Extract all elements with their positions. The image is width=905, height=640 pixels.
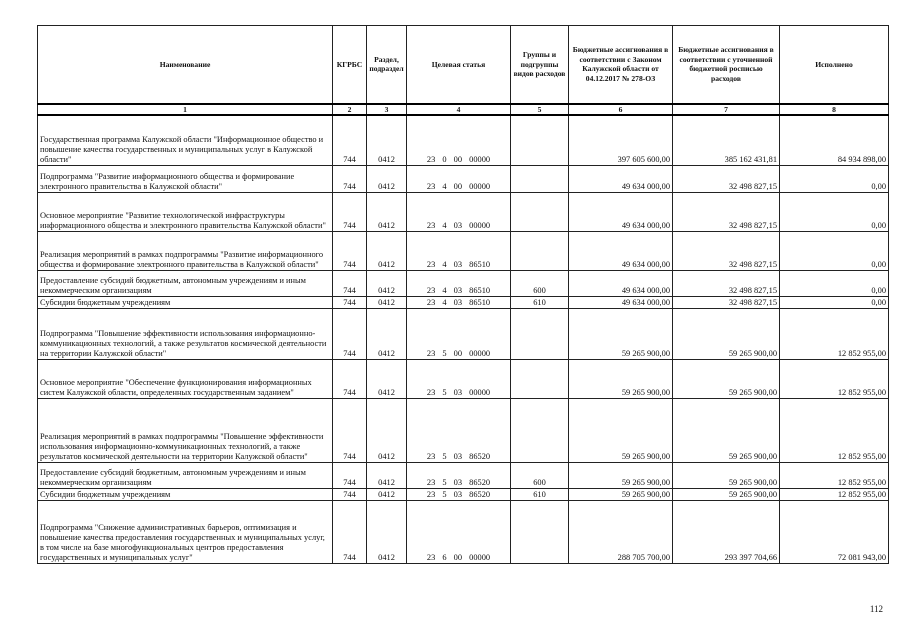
col-number: 1 — [38, 104, 333, 115]
row-executed-cell: 0,00 — [780, 193, 889, 232]
page-number: 112 — [869, 604, 883, 614]
row-budget-law-cell: 49 634 000,00 — [569, 166, 673, 193]
row-name-cell: Подпрограмма "Повышение эффективности использования информационно-коммуникационных технологий, а также результатов космической деятельности на территории Калужской области" — [38, 309, 333, 360]
row-group-cell — [511, 115, 569, 166]
row-target-cell: 23 5 03 86520 — [407, 463, 511, 489]
row-budget-refined-cell: 59 265 900,00 — [673, 399, 780, 463]
table-row — [38, 271, 889, 297]
row-budget-law-cell: 59 265 900,00 — [569, 399, 673, 463]
row-budget-refined-cell: 59 265 900,00 — [673, 463, 780, 489]
col-number: 4 — [407, 104, 511, 115]
row-kgrbs-cell: 744 — [333, 360, 367, 399]
table-row — [38, 399, 889, 463]
row-budget-refined-cell: 293 397 704,66 — [673, 501, 780, 564]
row-executed-cell: 84 934 898,00 — [780, 115, 889, 166]
row-group-cell — [511, 399, 569, 463]
row-budget-law-cell: 397 605 600,00 — [569, 115, 673, 166]
table-row — [38, 489, 889, 501]
row-section-cell: 0412 — [367, 271, 407, 297]
row-kgrbs-cell: 744 — [333, 193, 367, 232]
table-row — [38, 360, 889, 399]
col-number: 5 — [511, 104, 569, 115]
header-name: Наименование — [38, 26, 333, 104]
row-section-cell: 0412 — [367, 166, 407, 193]
row-section-cell: 0412 — [367, 193, 407, 232]
row-executed-cell: 12 852 955,00 — [780, 489, 889, 501]
row-group-cell — [511, 501, 569, 564]
row-group-cell: 610 — [511, 489, 569, 501]
row-budget-law-cell: 59 265 900,00 — [569, 489, 673, 501]
row-kgrbs-cell: 744 — [333, 501, 367, 564]
row-name-cell: Субсидии бюджетным учреждениям — [38, 297, 333, 309]
row-name-cell: Государственная программа Калужской области "Информационное общество и повышение качества государственных и муниципальных услуг в Калужской области" — [38, 115, 333, 166]
row-name-cell: Основное мероприятие "Развитие технологической инфраструктуры информационного общества и электронного правительства Калужской области" — [38, 193, 333, 232]
row-target-cell: 23 5 00 00000 — [407, 309, 511, 360]
header-section: Раздел, подраздел — [367, 26, 407, 104]
row-group-cell: 610 — [511, 297, 569, 309]
row-kgrbs-cell: 744 — [333, 271, 367, 297]
row-name-cell: Предоставление субсидий бюджетным, автономным учреждениям и иным некоммерческим организациям — [38, 463, 333, 489]
row-executed-cell: 12 852 955,00 — [780, 360, 889, 399]
budget-table — [37, 25, 889, 564]
table-row — [38, 501, 889, 564]
row-target-cell: 23 4 03 86510 — [407, 297, 511, 309]
row-kgrbs-cell: 744 — [333, 399, 367, 463]
row-budget-refined-cell: 59 265 900,00 — [673, 309, 780, 360]
row-section-cell: 0412 — [367, 360, 407, 399]
row-executed-cell: 12 852 955,00 — [780, 399, 889, 463]
table-row — [38, 463, 889, 489]
row-name-cell: Реализация мероприятий в рамках подпрограммы "Повышение эффективности использования информационно-коммуникационных технологий, а также результатов космической деятельности на территории Калужской области" — [38, 399, 333, 463]
row-kgrbs-cell: 744 — [333, 232, 367, 271]
table-row — [38, 115, 889, 166]
row-name-cell: Предоставление субсидий бюджетным, автономным учреждениям и иным некоммерческим организациям — [38, 271, 333, 297]
header-budget-refined: Бюджетные ассигнования в соответствии с уточненной бюджетной росписью расходов — [673, 26, 780, 104]
row-budget-refined-cell: 59 265 900,00 — [673, 489, 780, 501]
row-name-cell: Подпрограмма "Развитие информационного общества и формирование электронного правительства в Калужской области" — [38, 166, 333, 193]
row-name-cell: Подпрограмма "Снижение административных барьеров, оптимизация и повышение качества предоставления государственных и муниципальных услуг, в том числе на базе многофункциональных центров предоставления государственных и муниципальных услуг" — [38, 501, 333, 564]
row-executed-cell: 0,00 — [780, 166, 889, 193]
row-target-cell: 23 4 03 86510 — [407, 271, 511, 297]
row-kgrbs-cell: 744 — [333, 115, 367, 166]
row-section-cell: 0412 — [367, 115, 407, 166]
row-budget-law-cell: 288 705 700,00 — [569, 501, 673, 564]
column-number-row — [38, 104, 889, 115]
row-section-cell: 0412 — [367, 489, 407, 501]
row-budget-law-cell: 49 634 000,00 — [569, 271, 673, 297]
row-group-cell — [511, 166, 569, 193]
header-budget-law: Бюджетные ассигнования в соответствии с Законом Калужской области от 04.12.2017 № 278-ОЗ — [569, 26, 673, 104]
row-budget-refined-cell: 59 265 900,00 — [673, 360, 780, 399]
row-executed-cell: 0,00 — [780, 271, 889, 297]
row-target-cell: 23 4 00 00000 — [407, 166, 511, 193]
header-executed: Исполнено — [780, 26, 889, 104]
row-group-cell — [511, 193, 569, 232]
row-budget-law-cell: 59 265 900,00 — [569, 360, 673, 399]
row-kgrbs-cell: 744 — [333, 309, 367, 360]
row-group-cell: 600 — [511, 271, 569, 297]
row-target-cell: 23 5 03 00000 — [407, 360, 511, 399]
col-number: 8 — [780, 104, 889, 115]
row-group-cell — [511, 232, 569, 271]
row-executed-cell: 0,00 — [780, 232, 889, 271]
table-row — [38, 193, 889, 232]
row-name-cell: Основное мероприятие "Обеспечение функционирования информационных систем Калужской области, определенных государственным заданием" — [38, 360, 333, 399]
row-budget-law-cell: 49 634 000,00 — [569, 297, 673, 309]
row-target-cell: 23 6 00 00000 — [407, 501, 511, 564]
row-kgrbs-cell: 744 — [333, 489, 367, 501]
row-kgrbs-cell: 744 — [333, 297, 367, 309]
row-target-cell: 23 4 03 00000 — [407, 193, 511, 232]
row-target-cell: 23 0 00 00000 — [407, 115, 511, 166]
row-budget-refined-cell: 32 498 827,15 — [673, 271, 780, 297]
row-budget-refined-cell: 32 498 827,15 — [673, 166, 780, 193]
row-section-cell: 0412 — [367, 399, 407, 463]
row-name-cell: Субсидии бюджетным учреждениям — [38, 489, 333, 501]
row-budget-refined-cell: 32 498 827,15 — [673, 232, 780, 271]
col-number: 2 — [333, 104, 367, 115]
row-target-cell: 23 4 03 86510 — [407, 232, 511, 271]
row-budget-refined-cell: 32 498 827,15 — [673, 193, 780, 232]
col-number: 7 — [673, 104, 780, 115]
row-executed-cell: 0,00 — [780, 297, 889, 309]
header-kgrbs: КГРБС — [333, 26, 367, 104]
col-number: 3 — [367, 104, 407, 115]
row-kgrbs-cell: 744 — [333, 166, 367, 193]
row-kgrbs-cell: 744 — [333, 463, 367, 489]
row-budget-refined-cell: 32 498 827,15 — [673, 297, 780, 309]
row-group-cell — [511, 309, 569, 360]
table-row — [38, 309, 889, 360]
header-target: Целевая статья — [407, 26, 511, 104]
row-budget-law-cell: 59 265 900,00 — [569, 309, 673, 360]
row-section-cell: 0412 — [367, 463, 407, 489]
table-row — [38, 232, 889, 271]
row-budget-law-cell: 59 265 900,00 — [569, 463, 673, 489]
row-group-cell: 600 — [511, 463, 569, 489]
row-budget-law-cell: 49 634 000,00 — [569, 193, 673, 232]
col-number: 6 — [569, 104, 673, 115]
row-executed-cell: 12 852 955,00 — [780, 309, 889, 360]
row-budget-law-cell: 49 634 000,00 — [569, 232, 673, 271]
row-section-cell: 0412 — [367, 309, 407, 360]
row-budget-refined-cell: 385 162 431,81 — [673, 115, 780, 166]
row-target-cell: 23 5 03 86520 — [407, 399, 511, 463]
row-section-cell: 0412 — [367, 297, 407, 309]
row-name-cell: Реализация мероприятий в рамках подпрограммы "Развитие информационного общества и формирование электронного правительства в Калужской области" — [38, 232, 333, 271]
row-section-cell: 0412 — [367, 232, 407, 271]
row-executed-cell: 12 852 955,00 — [780, 463, 889, 489]
row-section-cell: 0412 — [367, 501, 407, 564]
row-executed-cell: 72 081 943,00 — [780, 501, 889, 564]
table-row — [38, 166, 889, 193]
header-row — [38, 26, 889, 104]
table-row — [38, 297, 889, 309]
row-target-cell: 23 5 03 86520 — [407, 489, 511, 501]
row-group-cell — [511, 360, 569, 399]
header-groups: Группы и подгруппы видов расходов — [511, 26, 569, 104]
